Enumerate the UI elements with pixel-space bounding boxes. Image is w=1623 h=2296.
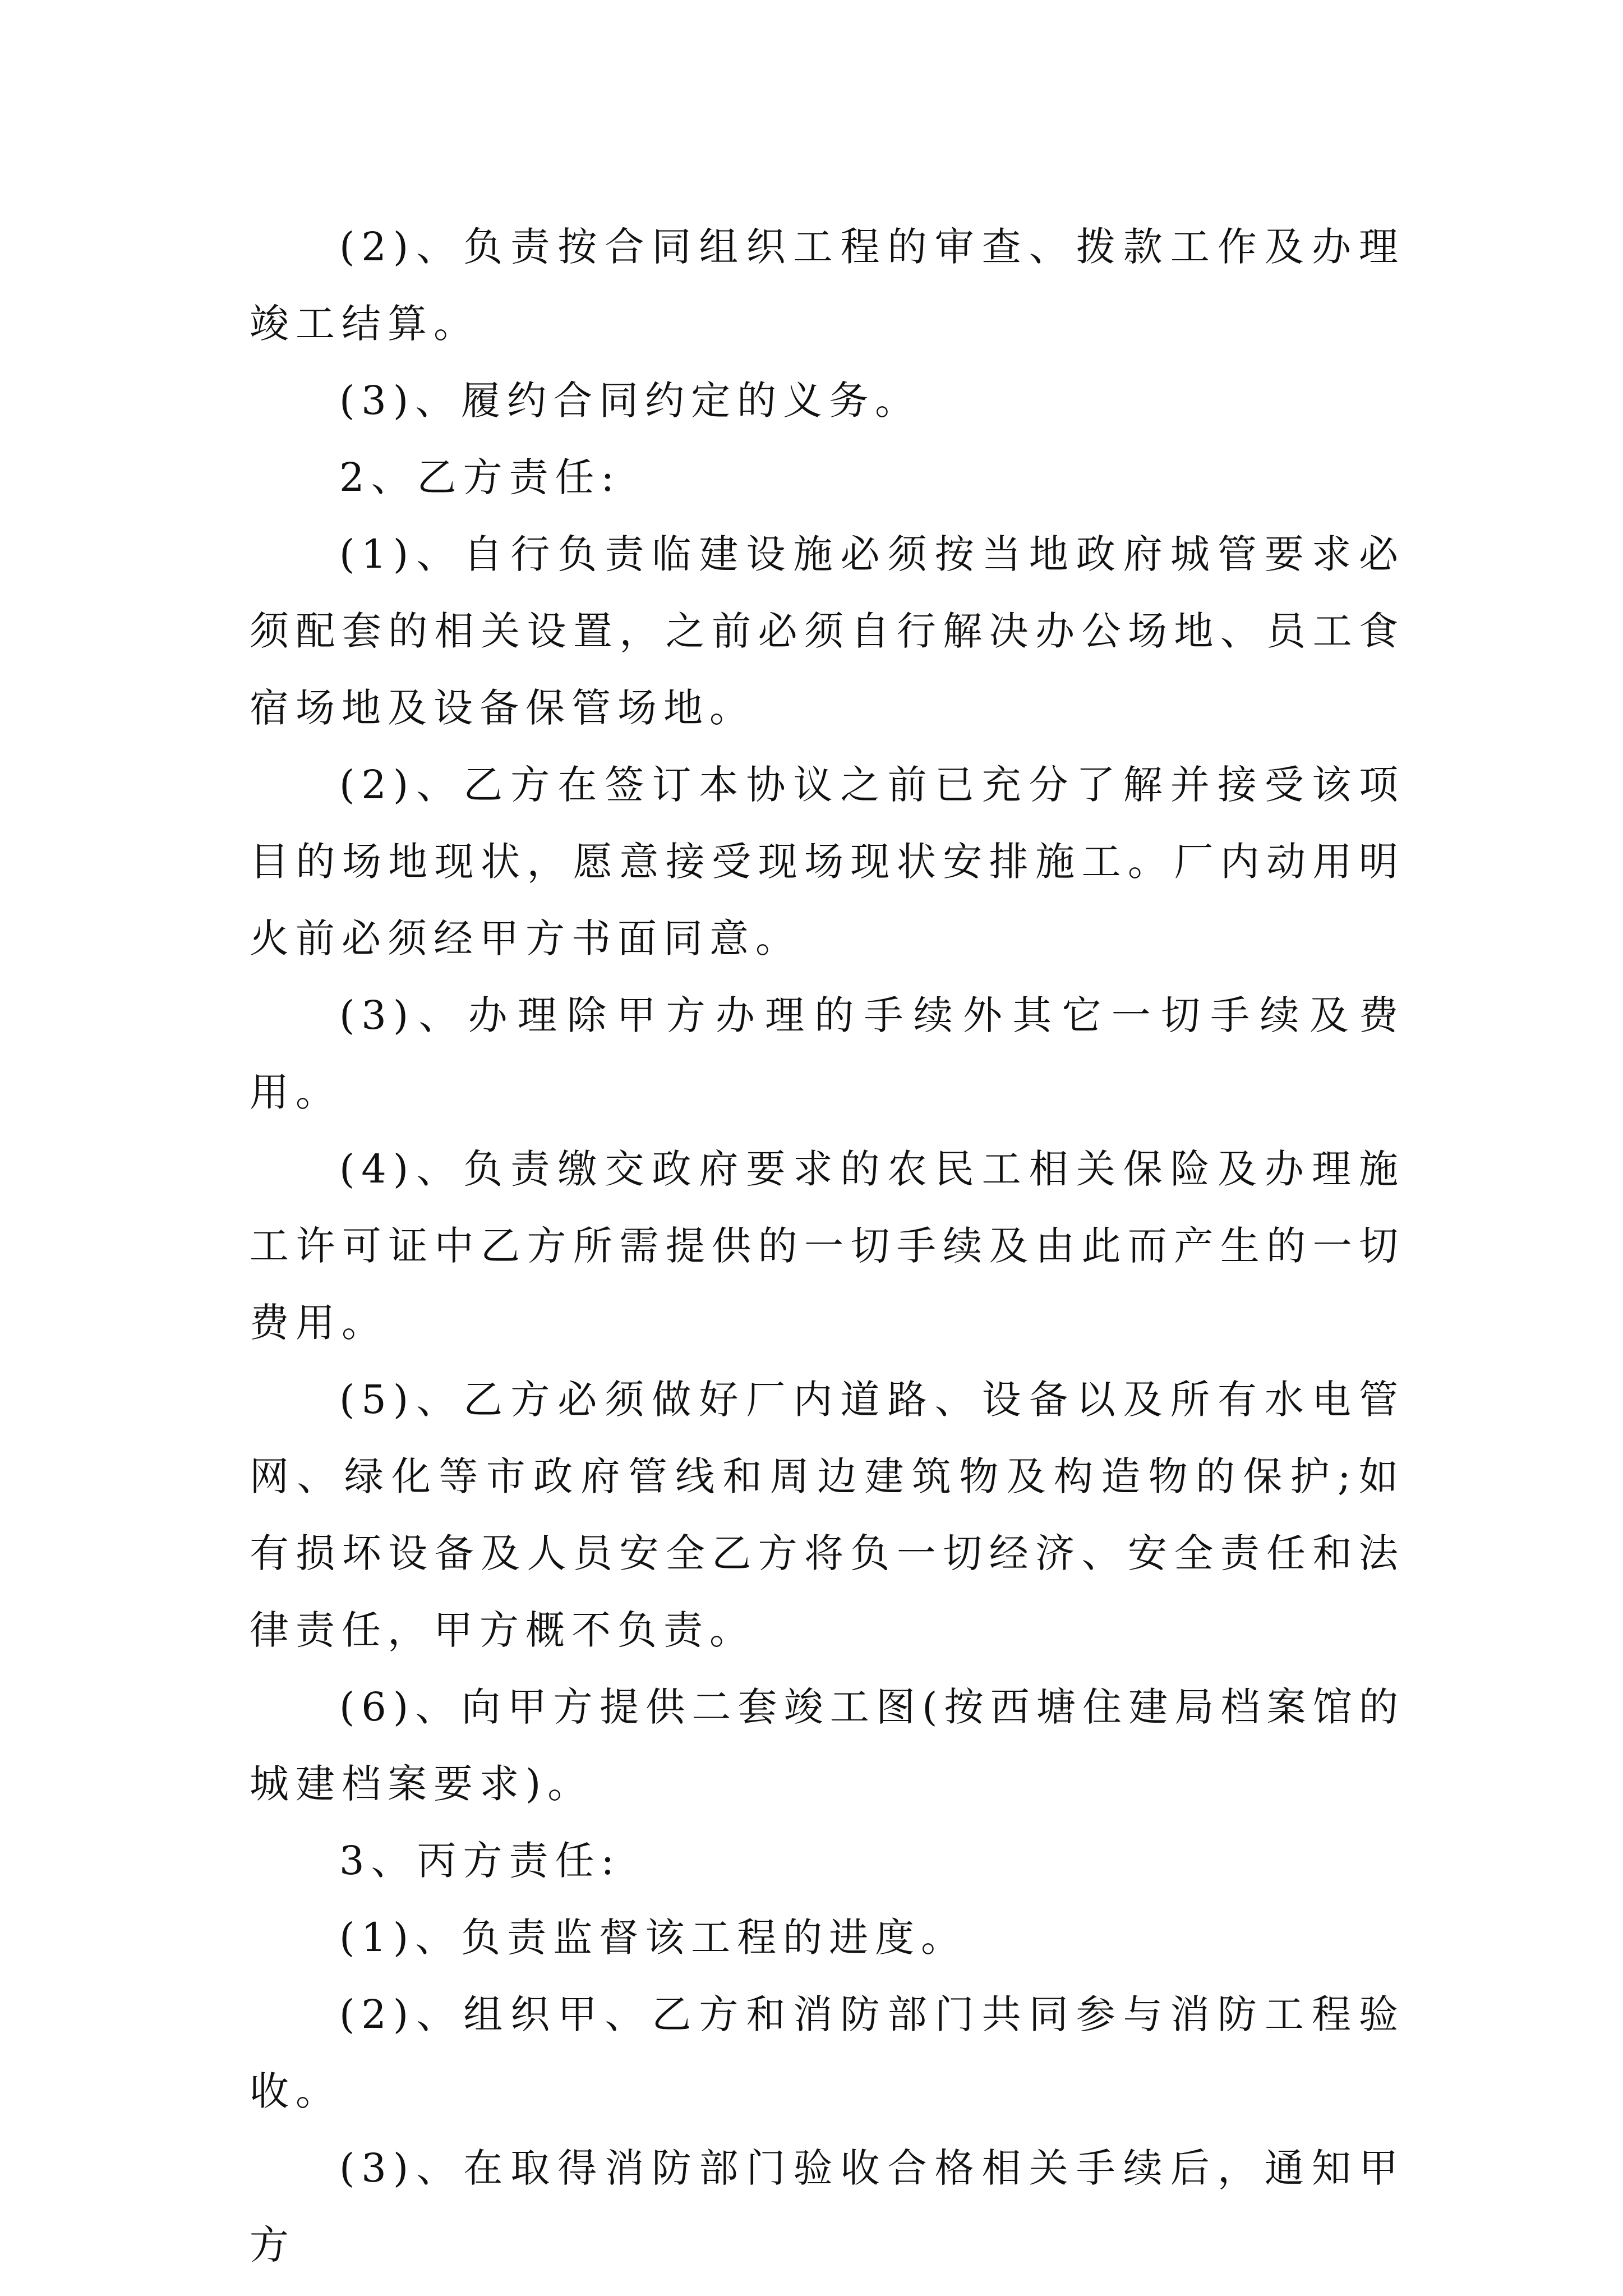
document-body [250, 209, 1405, 2284]
paragraph-party-c-item-2: (2)、组织甲、乙方和消防部门共同参与消防工程验收。 [250, 1991, 1405, 2114]
paragraph-party-b-item-5: (5)、乙方必须做好厂内道路、设备以及所有水电管网、绿化等市政府管线和周边建筑物及构造物的保护;如有损坏设备及人员安全乙方将负一切经济、安全责任和法律责任，甲方概不负责。 [250, 1377, 1405, 1653]
paragraph-party-b-item-3: (3)、办理除甲方办理的手续外其它一切手续及费用。 [250, 992, 1405, 1115]
paragraph-party-b-item-2: (2)、乙方在签订本协议之前已充分了解并接受该项目的场地现状，愿意接受现场现状安排施工。厂内动用明火前必须经甲方书面同意。 [250, 762, 1405, 961]
paragraph-party-a-item-3: (3)、履约合同约定的义务。 [339, 378, 921, 424]
paragraph-party-b-item-1: (1)、自行负责临建设施必须按当地政府城管要求必须配套的相关设置，之前必须自行解决办公场地、员工食宿场地及设备保管场地。 [250, 531, 1405, 731]
paragraph-party-c-item-1: (1)、负责监督该工程的进度。 [339, 1915, 967, 1961]
paragraph-party-b-item-6: (6)、向甲方提供二套竣工图(按西塘住建局档案馆的城建档案要求)。 [250, 1684, 1405, 1807]
section-heading-party-c: 3、丙方责任: [339, 1838, 621, 1884]
paragraph-party-c-item-3: (3)、在取得消防部门验收合格相关手续后，通知甲方 [250, 2145, 1405, 2268]
paragraph-party-b-item-4: (4)、负责缴交政府要求的农民工相关保险及办理施工许可证中乙方所需提供的一切手续及由此而产生的一切费用。 [250, 1146, 1405, 1346]
section-heading-party-b: 2、乙方责任: [339, 454, 621, 500]
paragraph-party-a-item-2: (2)、负责按合同组织工程的审查、拨款工作及办理竣工结算。 [250, 224, 1405, 347]
